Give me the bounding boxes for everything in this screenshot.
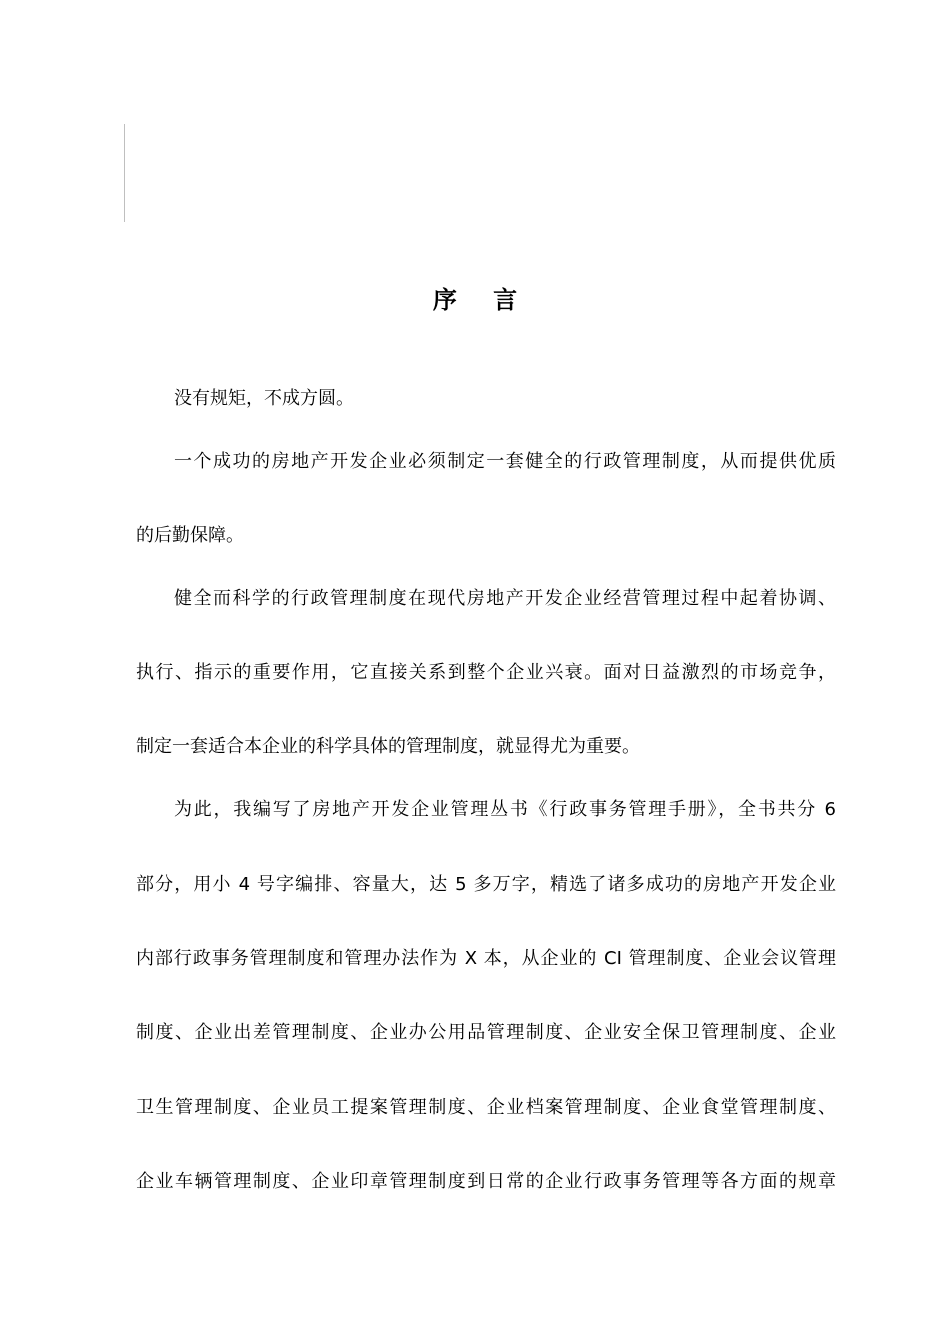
paragraph-line: 部分，用小 4 号字编排、容量大，达 5 多万字，精选了诸多成功的房地产开发企业 (136, 874, 836, 895)
page-title: 序 言 (432, 286, 532, 314)
paragraph-line: 没有规矩，不成方圆。 (174, 388, 354, 409)
paragraph-line: 健全而科学的行政管理制度在现代房地产开发企业经营管理过程中起着协调、 (174, 588, 836, 609)
paragraph-line: 内部行政事务管理制度和管理办法作为 X 本，从企业的 CI 管理制度、企业会议管理 (136, 948, 836, 969)
paragraph-line: 为此，我编写了房地产开发企业管理丛书《行政事务管理手册》，全书共分 6 (174, 799, 836, 820)
paragraph-line: 制度、企业出差管理制度、企业办公用品管理制度、企业安全保卫管理制度、企业 (136, 1022, 836, 1043)
paragraph-line: 一个成功的房地产开发企业必须制定一套健全的行政管理制度，从而提供优质 (174, 451, 836, 472)
paragraph-line: 卫生管理制度、企业员工提案管理制度、企业档案管理制度、企业食堂管理制度、 (136, 1097, 836, 1118)
paragraph-line: 执行、指示的重要作用，它直接关系到整个企业兴衰。面对日益激烈的市场竞争， (136, 662, 836, 683)
margin-rule (124, 124, 125, 222)
paragraph-line: 企业车辆管理制度、企业印章管理制度到日常的企业行政事务管理等各方面的规章 (136, 1171, 836, 1192)
paragraph-line: 的后勤保障。 (136, 525, 244, 546)
paragraph-line: 制定一套适合本企业的科学具体的管理制度，就显得尤为重要。 (136, 736, 640, 757)
